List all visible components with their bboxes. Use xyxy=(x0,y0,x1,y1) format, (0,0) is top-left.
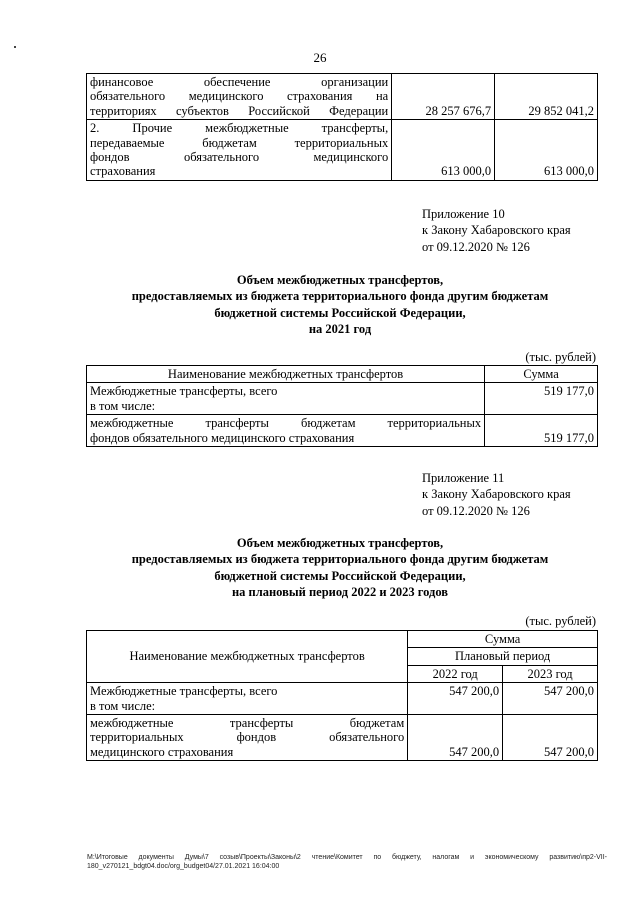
row-name-line: фондов обязательного медицинского xyxy=(90,149,389,164)
col-header-name: Наименование межбюджетных трансфертов xyxy=(87,631,408,683)
title-line: на плановый период 2022 и 2023 годов xyxy=(231,584,449,599)
value-sum: 519 177,0 xyxy=(485,415,598,447)
title-line: Объем межбюджетных трансфертов, xyxy=(236,273,444,287)
title-line: предоставляемых из бюджета территориального фонда другим бюджетам xyxy=(131,552,549,567)
row-name-cell xyxy=(87,120,392,181)
value-2022: 28 257 676,7 xyxy=(392,74,495,120)
col-header-period: Плановый период xyxy=(408,648,598,665)
row-name-cell xyxy=(87,714,408,760)
row-name-line: Межбюджетные трансферты, всего xyxy=(90,684,278,699)
row-name-cell xyxy=(87,383,485,415)
row-name-line: передаваемые бюджетам территориальных xyxy=(90,135,389,150)
row-name-line: медицинского страхования xyxy=(90,744,234,759)
title-line: Объем межбюджетных трансфертов, xyxy=(236,536,444,550)
appendix-11-table xyxy=(86,630,598,761)
value-2022: 613 000,0 xyxy=(392,120,495,181)
col-header-name: Наименование межбюджетных трансфертов xyxy=(87,366,485,383)
row-name-line: фондов обязательного медицинского страхования xyxy=(90,430,355,445)
row-name-line: в том числе: xyxy=(90,398,156,413)
row-name-line: страхования xyxy=(90,164,156,179)
appendix-number: Приложение 10 xyxy=(422,207,505,221)
table-row xyxy=(87,74,598,120)
appendix-law: к Закону Хабаровского края xyxy=(422,223,571,238)
row-name-line: Межбюджетные трансферты, всего xyxy=(90,384,278,399)
appendix-10-table xyxy=(86,365,598,447)
appendix-11-title xyxy=(80,535,600,600)
row-name-cell xyxy=(87,74,392,120)
col-header-2023: 2023 год xyxy=(503,665,598,682)
header-row xyxy=(87,366,598,383)
table-row xyxy=(87,120,598,181)
row-name-cell xyxy=(87,415,485,447)
header-row xyxy=(87,631,598,648)
value-2022: 547 200,0 xyxy=(408,714,503,760)
value-2023: 613 000,0 xyxy=(495,120,598,181)
title-line: на 2021 год xyxy=(308,321,372,336)
page-number: 26 xyxy=(313,50,327,65)
col-header-2022: 2022 год xyxy=(408,665,503,682)
row-name-line: территориальных фондов обязательного xyxy=(90,730,405,745)
footer-line: М:\Итоговые документы Думы\7 созыв\Проекты\Законы\2 чтение\Комитет по бюджету, налогам и экономическому развитию\пр2-VII- xyxy=(87,854,607,861)
footer-line: 180_v270121_bdgt04.doc/org_budget04/27.01.2021 16:04:00 xyxy=(87,863,280,871)
table-row xyxy=(87,683,598,715)
continuation-table xyxy=(86,73,598,181)
table-row xyxy=(87,714,598,760)
row-name-line: в том числе: xyxy=(90,698,156,713)
value-2023: 29 852 041,2 xyxy=(495,74,598,120)
row-name-cell xyxy=(87,683,408,715)
unit-label: (тыс. рублей) xyxy=(525,350,596,364)
appendix-law: к Закону Хабаровского края xyxy=(422,487,571,502)
row-name-line: обязательного медицинского страхования на xyxy=(90,89,389,104)
value-2022: 547 200,0 xyxy=(408,683,503,715)
unit-label: (тыс. рублей) xyxy=(525,614,596,628)
scan-mark xyxy=(14,46,16,48)
value-sum: 519 177,0 xyxy=(485,383,598,415)
value-2023: 547 200,0 xyxy=(503,683,598,715)
table-row xyxy=(87,383,598,415)
appendix-10-title xyxy=(80,272,600,337)
title-line: бюджетной системы Российской Федерации, xyxy=(214,305,466,320)
col-header-sum: Сумма xyxy=(485,366,598,383)
title-line: бюджетной системы Российской Федерации, xyxy=(214,568,466,583)
appendix-number: Приложение 11 xyxy=(422,471,505,485)
row-name-line: межбюджетные трансферты бюджетам xyxy=(90,715,405,730)
file-path-footer xyxy=(87,853,607,871)
title-line: предоставляемых из бюджета территориального фонда другим бюджетам xyxy=(131,289,549,304)
appendix-10-header xyxy=(422,206,571,255)
appendix-11-header xyxy=(422,470,571,519)
row-name-line: межбюджетные трансферты бюджетам территориальных xyxy=(90,416,482,431)
row-name-line: финансовое обеспечение организации xyxy=(90,75,389,89)
col-header-sum: Сумма xyxy=(408,631,598,648)
appendix-date: от 09.12.2020 № 126 xyxy=(422,239,530,254)
table-row xyxy=(87,415,598,447)
row-name-line: территориях субъектов Российской Федерации xyxy=(90,103,389,118)
row-name-line: 2. Прочие межбюджетные трансферты, xyxy=(90,121,389,136)
value-2023: 547 200,0 xyxy=(503,714,598,760)
appendix-date: от 09.12.2020 № 126 xyxy=(422,503,530,518)
